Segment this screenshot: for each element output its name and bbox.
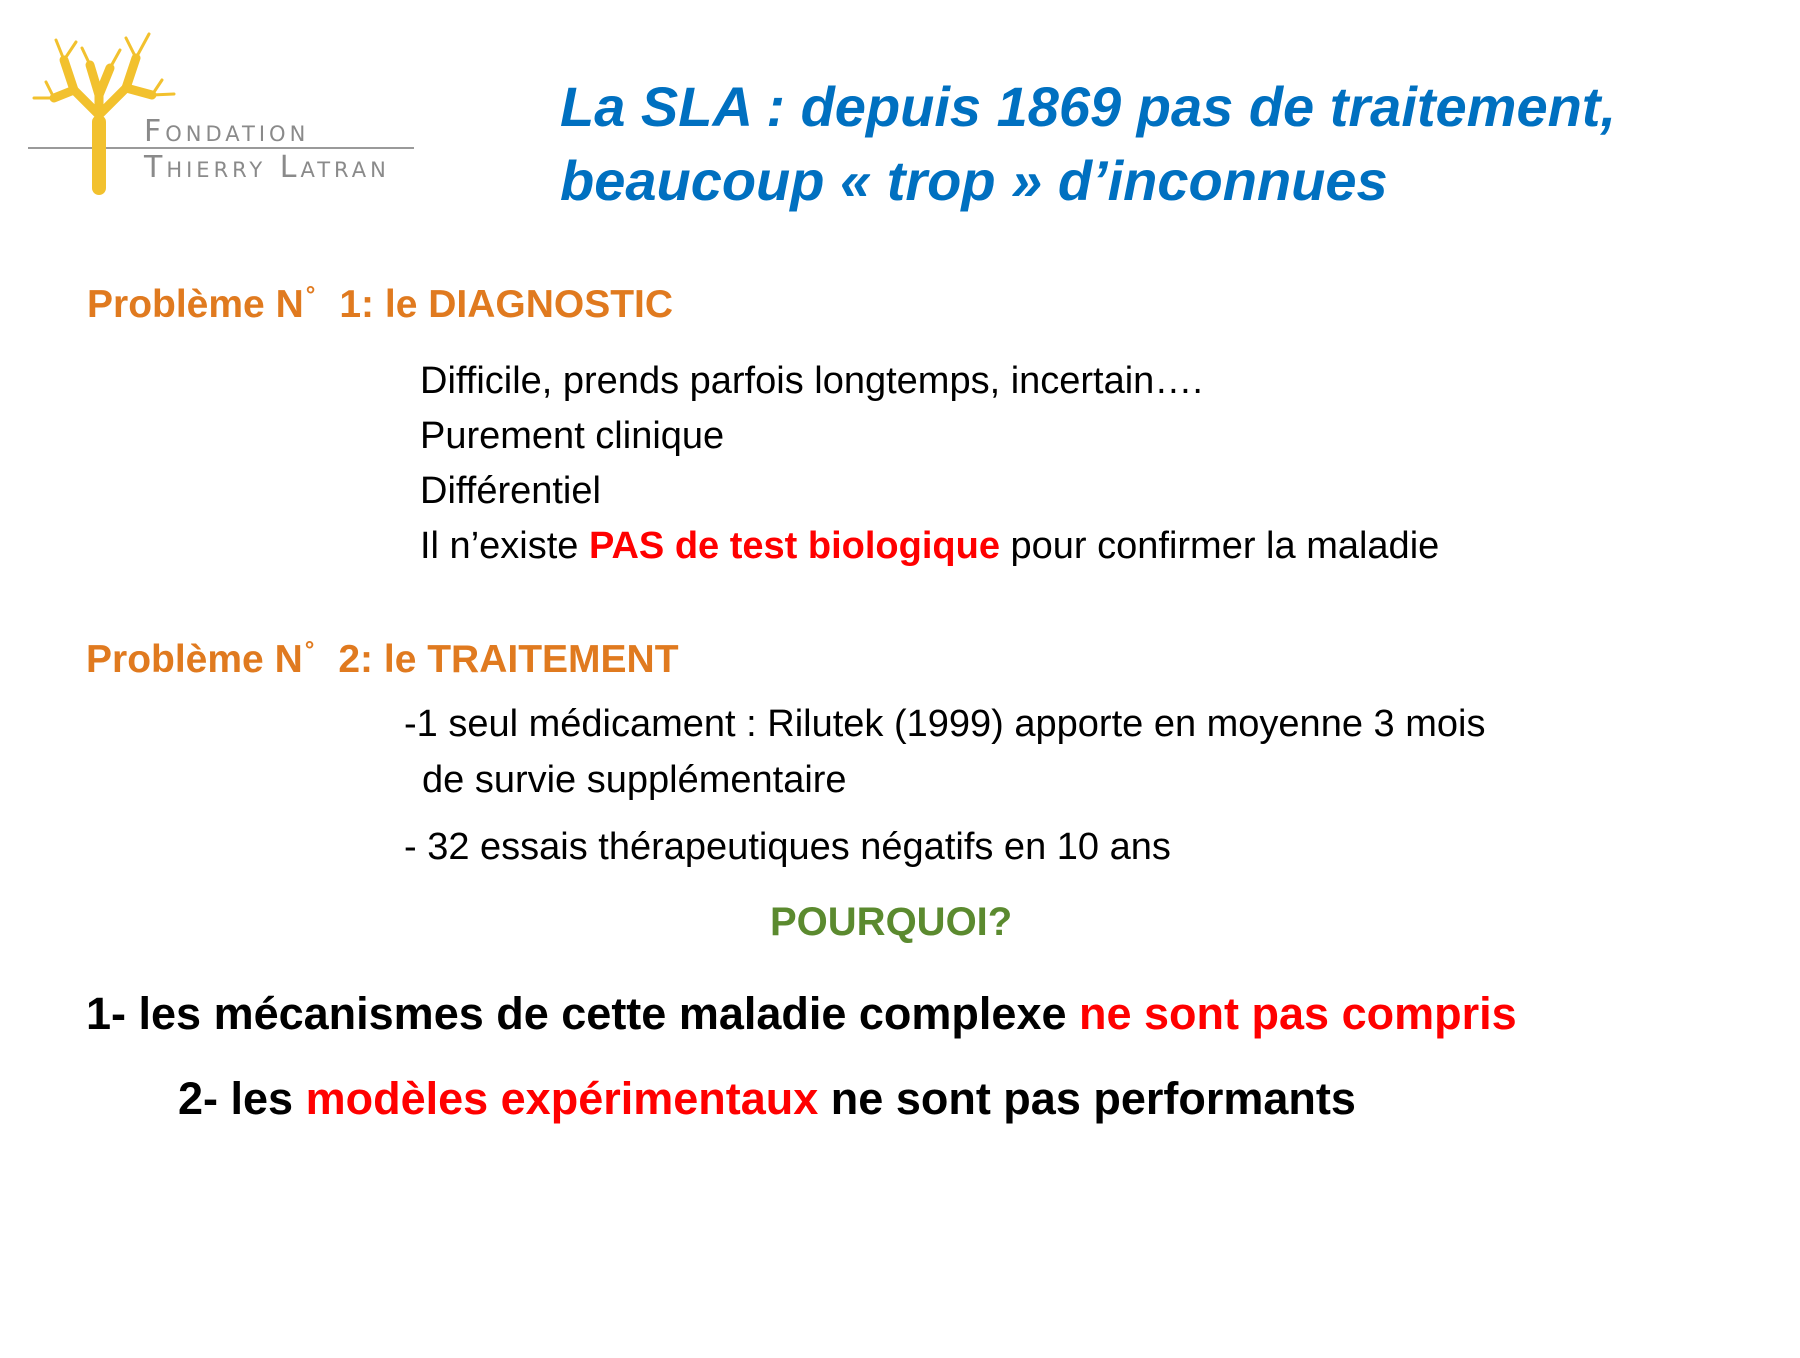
- diagnostic-line-2: Purement clinique: [420, 415, 725, 457]
- pourquoi-heading: POURQUOI?: [770, 900, 1013, 944]
- treatment-line-1-continued: de survie supplémentaire: [422, 759, 847, 801]
- problem2-prefix: Problème N: [86, 638, 303, 681]
- diagnostic-line-4: [420, 519, 1439, 574]
- logo-text-line2: Thierry Latran: [144, 150, 390, 185]
- diagnostic-line-4-before: Il n’existe: [420, 525, 589, 567]
- problem2-heading: [86, 637, 679, 682]
- fondation-logo: [24, 20, 474, 200]
- conclusion-2-before: 2- les: [178, 1073, 306, 1124]
- diagnostic-line-3: Différentiel: [420, 470, 601, 512]
- slide-title-line1: La SLA : depuis 1869 pas de traitement,: [560, 75, 1617, 138]
- treatment-line-2: - 32 essais thérapeutiques négatifs en 10 ans: [404, 826, 1171, 868]
- treatment-line-1: -1 seul médicament : Rilutek (1999) apporte en moyenne 3 mois: [404, 703, 1486, 745]
- diagnostic-line-1: Difficile, prends parfois longtemps, incertain….: [420, 360, 1203, 402]
- problem1-suffix: 1: le DIAGNOSTIC: [339, 283, 674, 326]
- conclusion-1-highlight: ne sont pas compris: [1079, 988, 1517, 1039]
- problem2-degree: °: [304, 637, 315, 664]
- conclusion-1: [86, 988, 1517, 1040]
- conclusion-1-before: 1- les mécanismes de cette maladie complexe: [86, 988, 1080, 1039]
- problem1-prefix: Problème N: [87, 283, 304, 326]
- problem1-degree: °: [305, 282, 316, 309]
- problem1-heading: [87, 282, 673, 327]
- diagnostic-line-4-highlight: PAS de test biologique: [588, 525, 1000, 567]
- conclusion-2-after: ne sont pas performants: [818, 1073, 1356, 1124]
- diagnostic-list: [420, 354, 1439, 574]
- logo-text-line1: Fondation: [144, 114, 310, 149]
- conclusion-2-highlight: modèles expérimentaux: [305, 1073, 819, 1124]
- problem2-suffix: 2: le TRAITEMENT: [338, 638, 679, 681]
- conclusion-2: [178, 1073, 1356, 1125]
- slide-title: [560, 70, 1760, 218]
- diagnostic-line-4-after: pour confirmer la maladie: [999, 525, 1440, 567]
- slide-title-line2: beaucoup « trop » d’inconnues: [560, 149, 1388, 212]
